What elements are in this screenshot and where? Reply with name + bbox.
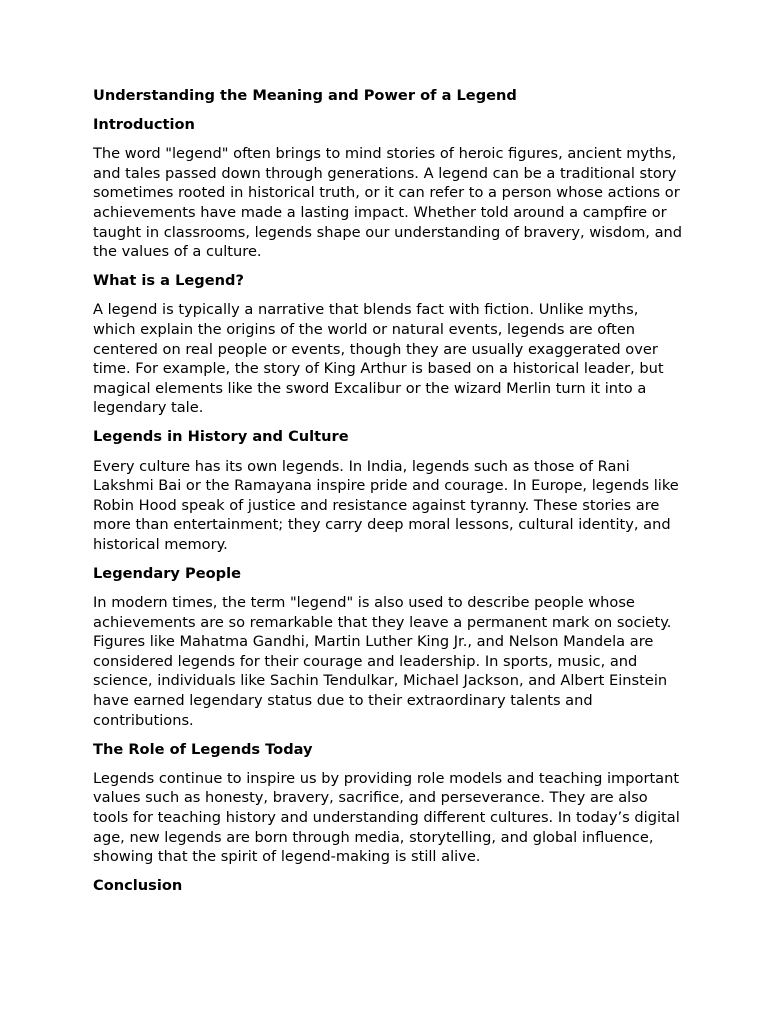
paragraph-introduction: The word "legend" often brings to mind stories of heroic figures, ancient myths, and tales passed down through generations. A legend can be a traditional story sometimes rooted in historical truth, or it can refer to a person whose actions or achievements have made a lasting impact. Whether told around a campfire or taught in classrooms, legends shape our understanding of bravery, wisdom, and the values of a culture. (93, 145, 683, 261)
section-heading-role-of-legends-today: The Role of Legends Today (93, 740, 313, 758)
section-heading-legendary-people: Legendary People (93, 564, 241, 582)
document-page (93, 86, 683, 905)
section-heading-conclusion: Conclusion (93, 877, 183, 895)
paragraph-legendary-people: In modern times, the term "legend" is also used to describe people whose achievements are so remarkable that they leave a permanent mark on society. Figures like Mahatma Gandhi, Martin Luther King Jr., and Nelson Mandela are considered legends for their courage and leadership. In sports, music, and science, individuals like Sachin Tendulkar, Michael Jackson, and Albert Einstein have earned legendary status due to their extraordinary talents and contributions. (93, 594, 672, 729)
paragraph-role-of-legends-today: Legends continue to inspire us by providing role models and teaching important values such as honesty, bravery, sacrifice, and perseverance. They are also tools for teaching history and understanding different cultures. In today’s digital age, new legends are born through media, storytelling, and global influence, showing that the spirit of legend-making is still alive. (93, 769, 680, 866)
section-heading-legends-in-history: Legends in History and Culture (93, 428, 349, 446)
section-heading-what-is-a-legend: What is a Legend? (93, 272, 244, 290)
paragraph-what-is-a-legend: A legend is typically a narrative that blends fact with fiction. Unlike myths, which explain the origins of the world or natural events, legends are often centered on real people or events, though they are usually exaggerated over time. For example, the story of King Arthur is based on a historical leader, but magical elements like the sword Excalibur or the wizard Merlin turn it into a legendary tale. (93, 301, 664, 417)
document-title: Understanding the Meaning and Power of a Legend (93, 87, 517, 104)
paragraph-legends-in-history: Every culture has its own legends. In India, legends such as those of Rani Lakshmi Bai or the Ramayana inspire pride and courage. In Europe, legends like Robin Hood speak of justice and resistance against tyranny. These stories are more than entertainment; they carry deep moral lessons, cultural identity, and historical memory. (93, 457, 679, 553)
section-heading-introduction: Introduction (93, 116, 195, 134)
